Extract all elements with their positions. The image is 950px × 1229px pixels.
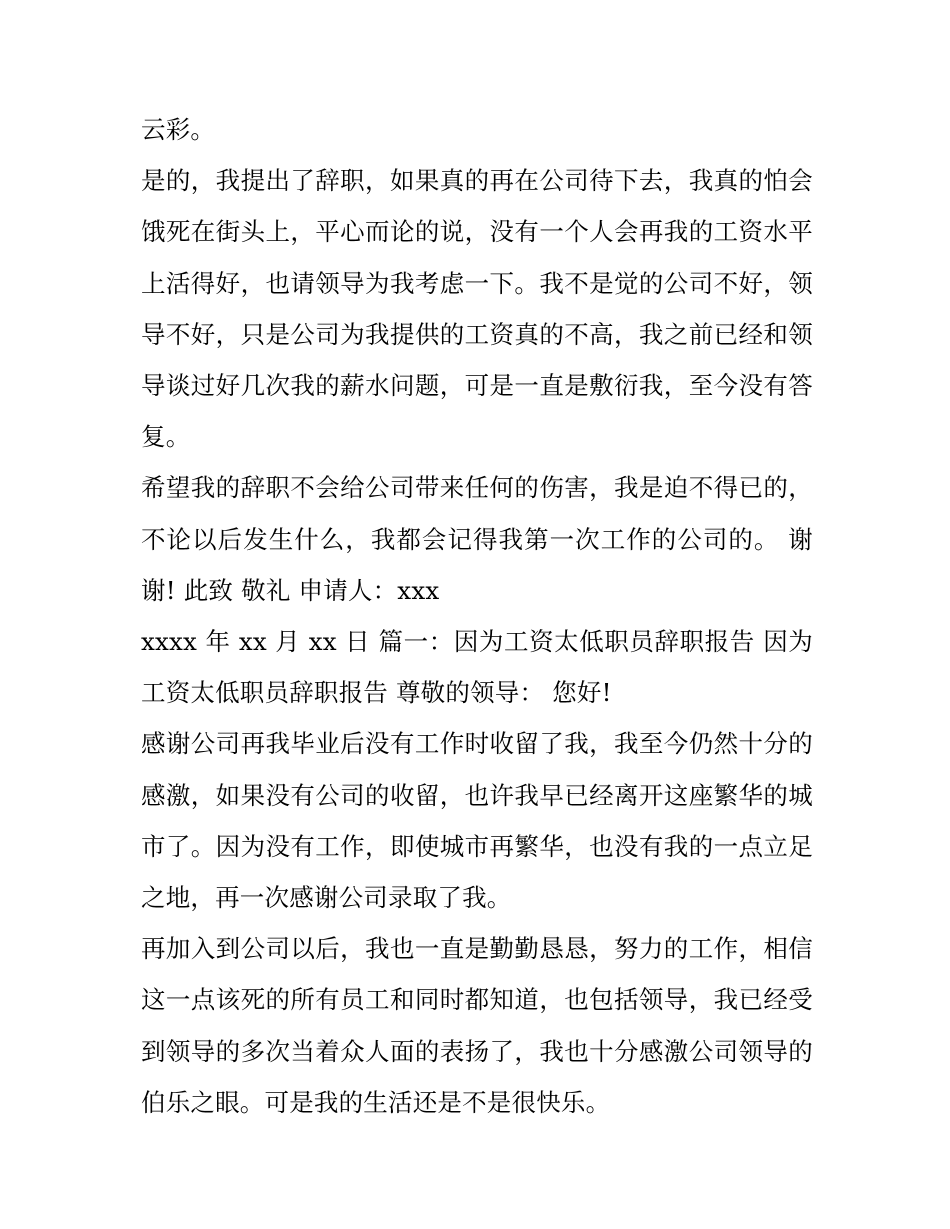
- paragraph-6: 再加入到公司以后，我也一直是勤勤恳恳，努力的工作，相信这一点该死的所有员工和同时都知道，也包括领导，我已经受到领导的多次当着众人面的表扬了，我也十分感激公司领导的伯乐之眼。可是我的生活还是不是很快乐。: [141, 934, 813, 1117]
- paragraph-5: 感谢公司再我毕业后没有工作时收留了我，我至今仍然十分的感激，如果没有公司的收留，也许我早已经离开这座繁华的城市了。因为没有工作，即使城市再繁华，也没有我的一点立足之地，再一次感谢公司录取了我。: [141, 729, 813, 913]
- paragraph-3: 希望我的辞职不会给公司带来任何的伤害，我是迫不得已的，不论以后发生什么，我都会记得我第一次工作的公司的。 谢谢! 此致 敬礼 申请人：xxx: [141, 473, 813, 605]
- paragraph-4: xxxx 年 xx 月 xx 日 篇一：因为工资太低职员辞职报告 因为工资太低职员辞职报告 尊敬的领导： 您好!: [141, 627, 813, 708]
- document-body: [141, 104, 813, 1128]
- paragraph-1: 云彩。: [141, 115, 216, 144]
- paragraph-2: 是的，我提出了辞职，如果真的再在公司待下去，我真的怕会饿死在街头上，平心而论的说，没有一个人会再我的工资水平上活得好，也请领导为我考虑一下。我不是觉的公司不好，领导不好，只是公司为我提供的工资真的不高，我之前已经和领导谈过好几次我的薪水问题，可是一直是敷衍我，至今没有答复。: [141, 166, 813, 452]
